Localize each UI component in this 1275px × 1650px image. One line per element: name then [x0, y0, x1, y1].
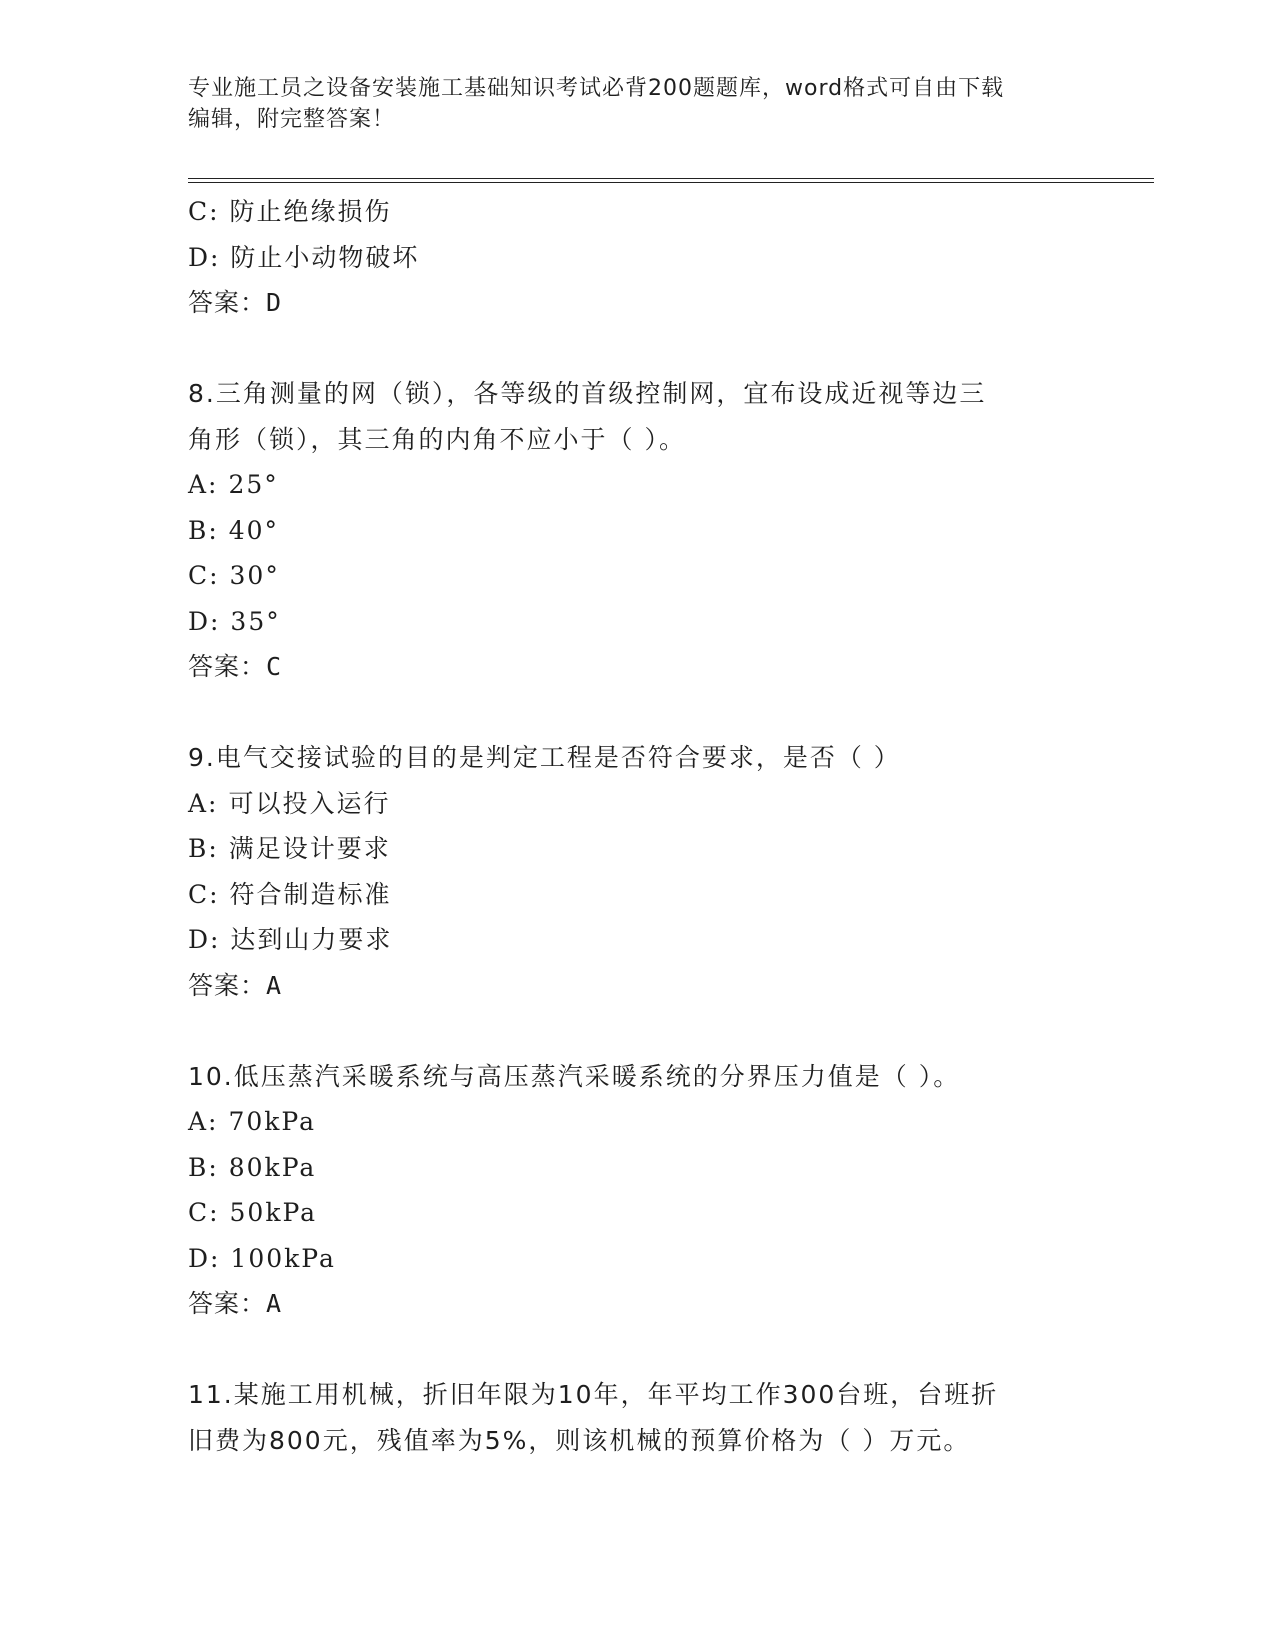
option-b: B: 80kPa	[188, 1152, 317, 1182]
option-c: C: 符合制造标准	[188, 879, 392, 909]
option-b: B: 40°	[188, 515, 280, 545]
answer-line: 答案：A	[188, 1289, 283, 1318]
question-9-text: 9.电气交接试验的目的是判定工程是否符合要求，是否（ ）	[188, 743, 901, 772]
header-divider-top	[188, 178, 1154, 179]
header-divider-bottom	[188, 182, 1154, 183]
option-a: A: 可以投入运行	[188, 788, 391, 818]
question-8	[188, 371, 1088, 690]
question-10-text: 10.低压蒸汽采暖系统与高压蒸汽采暖系统的分界压力值是（ ）。	[188, 1061, 961, 1091]
answer-line: 答案：C	[188, 652, 283, 681]
option-c: C: 防止绝缘损伤	[188, 197, 392, 226]
option-a: A: 70kPa	[188, 1107, 317, 1136]
option-d: D: 防止小动物破坏	[188, 242, 420, 272]
question-11	[188, 1372, 1088, 1463]
option-d: D: 35°	[188, 606, 281, 636]
answer-line: 答案：A	[188, 970, 283, 1000]
question-11-text-line-2: 旧费为800元，残值率为5%，则该机械的预算价格为（ ）万元。	[188, 1425, 971, 1455]
answer-line: 答案：D	[188, 288, 283, 317]
option-a: A: 25°	[188, 470, 279, 499]
header-title-line-2: 编辑，附完整答案！	[188, 107, 396, 132]
option-b: B: 满足设计要求	[188, 834, 391, 863]
previous-question-options	[188, 189, 1088, 326]
option-d: D: 100kPa	[188, 1243, 336, 1273]
question-11-text-line-1: 11.某施工用机械，折旧年限为10年，年平均工作300台班，台班折	[188, 1380, 999, 1409]
option-c: C: 50kPa	[188, 1198, 318, 1227]
question-10	[188, 1054, 1088, 1327]
option-c: C: 30°	[188, 561, 280, 590]
question-8-text-line-1: 8.三角测量的网（锁），各等级的首级控制网，宜布设成近视等边三	[188, 379, 987, 408]
question-9	[188, 735, 1088, 1008]
question-8-text-line-2: 角形（锁），其三角的内角不应小于（ ）。	[188, 424, 686, 454]
header-title-line-1: 专业施工员之设备安装施工基础知识考试必背200题题库，word格式可自由下载	[188, 76, 1005, 101]
document-header	[188, 73, 1068, 135]
question-list	[188, 189, 1088, 1463]
option-d: D: 达到山力要求	[188, 925, 393, 954]
